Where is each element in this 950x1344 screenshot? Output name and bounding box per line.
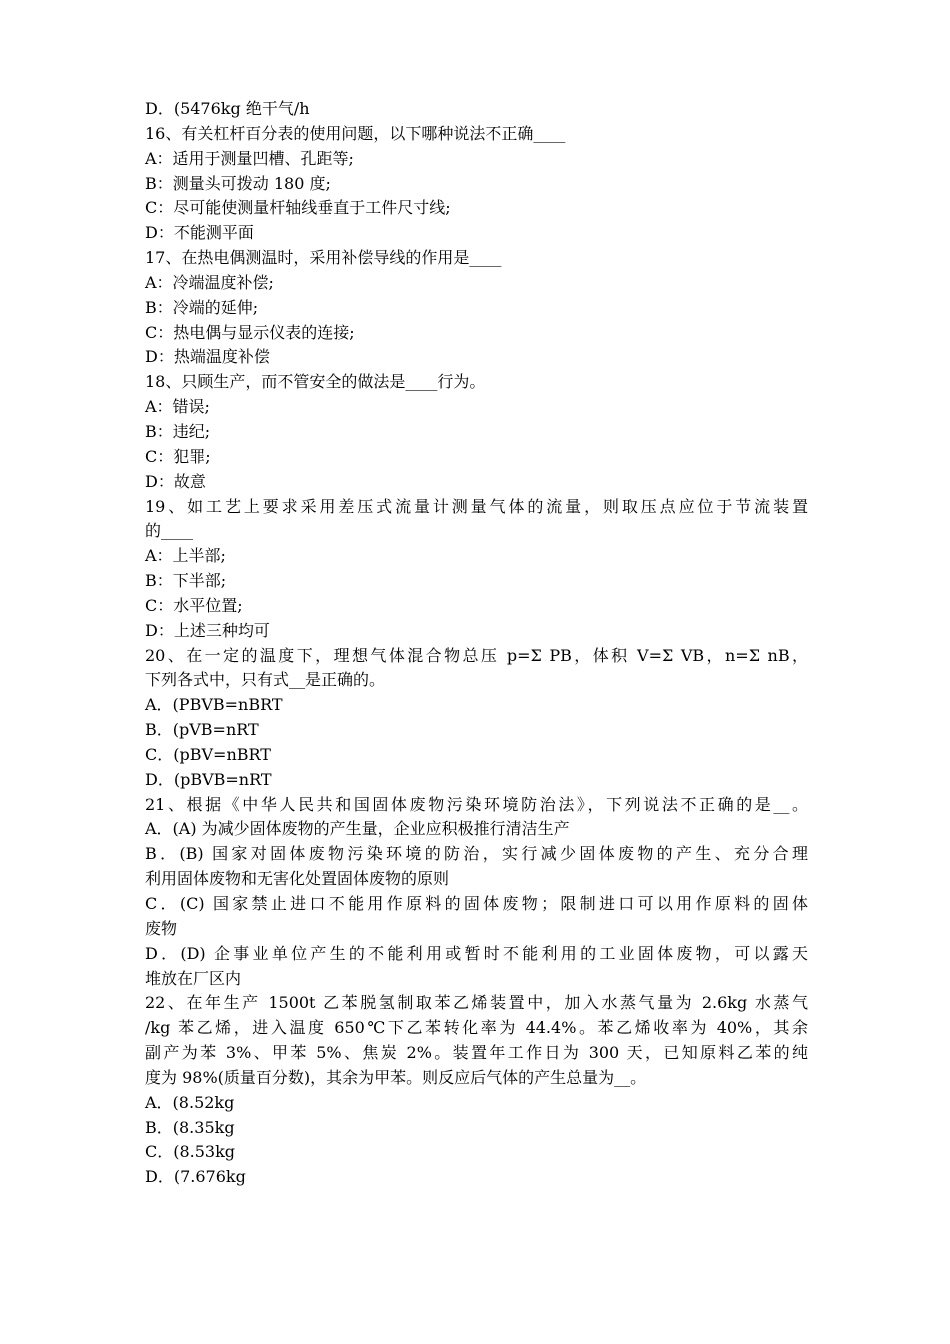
option-line-cont: 堆放在厂区内 — [145, 968, 242, 988]
question-22-cont: 副产为苯 3%、甲苯 5%、焦炭 2%。装置年工作日为 300 天，已知原料乙苯的纯 — [145, 1043, 808, 1063]
option-line: D．(D) 企事业单位产生的不能利用或暂时不能利用的工业固体废物，可以露天 — [145, 943, 808, 963]
question-20-cont: 下列各式中，只有式__是正确的。 — [145, 670, 386, 690]
option-line: A：冷端温度补偿; — [145, 272, 274, 292]
question-18: 18、只顾生产，而不管安全的做法是____行为。 — [145, 372, 486, 392]
option-line: A．(8.52kg — [145, 1092, 235, 1112]
option-line: D：上述三种均可 — [145, 620, 270, 640]
question-19-cont: 的____ — [145, 521, 194, 541]
option-line: B．(8.35kg — [145, 1117, 235, 1137]
option-line: C：热电偶与显示仪表的连接; — [145, 322, 355, 342]
option-line: C．(8.53kg — [145, 1142, 236, 1162]
option-line: A：错误; — [145, 397, 210, 417]
option-line: C．(C) 国家禁止进口不能用作原料的固体废物；限制进口可以用作原料的固体 — [145, 894, 808, 913]
option-line: D．(pBVB=nRT — [145, 769, 272, 789]
option-line: D．(5476kg 绝干气/h — [145, 99, 310, 118]
question-19: 19、如工艺上要求采用差压式流量计测量气体的流量，则取压点应位于节流装置 — [145, 496, 808, 516]
question-20: 20、在一定的温度下，理想气体混合物总压 p=Σ PB，体积 V=Σ VB，n=Σ nB， — [145, 645, 808, 665]
option-line: B：违纪; — [145, 421, 211, 441]
option-line: B．(B) 国家对固体废物污染环境的防治，实行减少固体废物的产生、充分合理 — [145, 844, 808, 864]
question-17: 17、在热电偶测温时，采用补偿导线的作用是____ — [145, 248, 502, 268]
option-line: A．(PBVB=nBRT — [145, 695, 283, 715]
option-line: A：适用于测量凹槽、孔距等; — [145, 148, 354, 168]
option-line: A．(A) 为减少固体废物的产生量，企业应积极推行清洁生产 — [145, 819, 570, 839]
question-16: 16、有关杠杆百分表的使用问题，以下哪种说法不正确____ — [145, 123, 566, 143]
option-line: B：冷端的延伸; — [145, 297, 259, 317]
question-22-cont: 度为 98%(质量百分数)，其余为甲苯。则反应后气体的产生总量为__。 — [145, 1067, 647, 1087]
option-line: D．(7.676kg — [145, 1167, 246, 1187]
option-line: A：上半部; — [145, 546, 226, 566]
option-line: C：犯罪; — [145, 446, 211, 466]
option-line-cont: 利用固体废物和无害化处置固体废物的原则 — [145, 869, 450, 889]
option-line: D：故意 — [145, 471, 206, 491]
option-line: B．(pVB=nRT — [145, 720, 259, 740]
option-line: B：测量头可拨动 180 度; — [145, 173, 331, 193]
question-22: 22、在年生产 1500t 乙苯脱氢制取苯乙烯装置中，加入水蒸气量为 2.6kg 水蒸气 — [145, 993, 808, 1013]
option-line-cont: 废物 — [145, 918, 178, 938]
document-body — [145, 97, 808, 1190]
option-line: C：尽可能使测量杆轴线垂直于工件尺寸线; — [145, 198, 451, 218]
option-line: B：下半部; — [145, 571, 227, 591]
option-line: D：热端温度补偿 — [145, 347, 270, 367]
option-line: D：不能测平面 — [145, 223, 254, 243]
option-line: C．(pBV=nBRT — [145, 744, 271, 764]
option-line: C：水平位置; — [145, 595, 243, 615]
question-22-cont: /kg 苯乙烯，进入温度 650℃下乙苯转化率为 44.4%。苯乙烯收率为 40%，其余 — [145, 1018, 808, 1038]
question-21: 21、根据《中华人民共和国固体废物污染环境防治法》，下列说法不正确的是__。 — [145, 794, 808, 814]
